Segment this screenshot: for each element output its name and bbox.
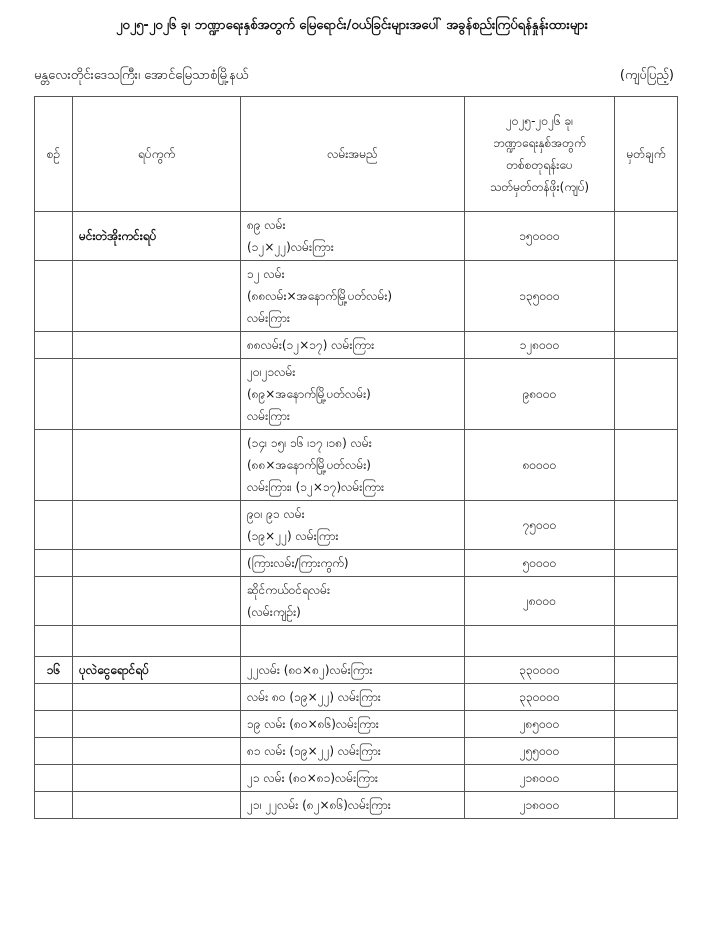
table-row (35, 577, 678, 626)
serial-no-cell (35, 430, 73, 501)
ward-cell (73, 501, 241, 550)
street-name-line: ၈၈လမ်း(၁၂×၁၇) လမ်းကြား (247, 338, 375, 352)
street-name-cell (241, 550, 465, 577)
remark-cell (615, 430, 678, 501)
table-row (35, 212, 678, 261)
rate-value-cell: ၉၈၀၀၀ (465, 359, 615, 430)
street-name-line: လမ်းကြား (247, 409, 290, 423)
serial-no-cell (35, 711, 73, 738)
street-name-cell (241, 792, 465, 819)
currency-unit-label: (ကျပ်ပြည့်) (619, 68, 674, 83)
table-row (35, 765, 678, 792)
table-header-row (35, 97, 678, 212)
street-name-line: လမ်းကြား (247, 311, 290, 325)
street-name-cell (241, 738, 465, 765)
rate-value-cell: ၁၅၀၀၀၀ (465, 212, 615, 261)
street-name-line: (၈၉×အနောက်မြို့ပတ်လမ်း) (247, 387, 371, 401)
ward-cell: မင်းတဲအိုးကင်းရပ် (73, 212, 241, 261)
serial-no-cell (35, 626, 73, 657)
land-rate-table (34, 96, 678, 819)
street-name-line: (၈၈×အနောက်မြို့ပတ်လမ်း) (247, 458, 371, 472)
street-name-cell (241, 261, 465, 332)
street-name-cell (241, 212, 465, 261)
rate-value-cell: ၅၀၀၀၀ (465, 550, 615, 577)
table-row (35, 711, 678, 738)
rate-value-cell: ၂၁၈၀၀၀ (465, 765, 615, 792)
serial-no-cell (35, 684, 73, 711)
remark-cell (615, 711, 678, 738)
ward-cell (73, 765, 241, 792)
street-name-line: ၈၁ လမ်း (၁၉×၂၂) လမ်းကြား (247, 744, 381, 758)
remark-cell (615, 550, 678, 577)
rate-value-cell: ၂၈၀၀၀ (465, 577, 615, 626)
street-name-line: လမ်း ၈၀ (၁၉×၂၂) လမ်းကြား (247, 690, 381, 704)
remark-cell (615, 792, 678, 819)
table-row (35, 501, 678, 550)
street-name-line: (လမ်းကျဉ်း) (247, 605, 301, 619)
ward-cell (73, 430, 241, 501)
serial-no-cell (35, 501, 73, 550)
street-name-cell (241, 684, 465, 711)
table-row (35, 792, 678, 819)
serial-no-cell (35, 765, 73, 792)
table-body (35, 212, 678, 819)
street-name-cell (241, 430, 465, 501)
street-name-cell (241, 626, 465, 657)
rate-value-cell: ၁၃၅၀၀၀ (465, 261, 615, 332)
header-serial-no: စဉ် (35, 97, 73, 212)
serial-no-cell (35, 550, 73, 577)
rate-value-cell (465, 626, 615, 657)
street-name-line: ၂၁၊ ၂၂လမ်း (၈၂×၈၆)လမ်းကြား (247, 798, 391, 812)
rate-value-cell: ၂၈၅၀၀၀ (465, 711, 615, 738)
serial-no-cell (35, 792, 73, 819)
header-rate-line: ၂၀၂၅-၂၀၂၆ ခု၊ (505, 114, 574, 128)
ward-cell (73, 577, 241, 626)
street-name-line: ၈၉ လမ်း (247, 218, 286, 232)
table-row (35, 738, 678, 765)
ward-cell (73, 332, 241, 359)
street-name-line: ဆိုင်ကယ်ဝင်ရလမ်း (247, 583, 331, 597)
header-rate-line: ဘဏ္ဍာရေးနှစ်အတွက် (493, 136, 586, 150)
rate-value-cell: ၃၃၀၀၀၀ (465, 684, 615, 711)
serial-no-cell (35, 359, 73, 430)
table-row (35, 684, 678, 711)
serial-no-cell (35, 577, 73, 626)
street-name-line: ၂၂လမ်း (၈၀×၈၂)လမ်းကြား (247, 663, 373, 677)
street-name-cell (241, 657, 465, 684)
street-name-line: (၁၉×၂၂) လမ်းကြား (247, 529, 339, 543)
remark-cell (615, 359, 678, 430)
ward-cell (73, 550, 241, 577)
remark-cell (615, 501, 678, 550)
header-rate-line: သတ်မှတ်တန်ဖိုး(ကျပ်) (489, 180, 590, 194)
ward-cell (73, 261, 241, 332)
remark-cell (615, 332, 678, 359)
street-name-line: (၁၂×၂၂)လမ်းကြား (247, 240, 334, 254)
table-row (35, 261, 678, 332)
table-row (35, 332, 678, 359)
rate-value-cell: ၃၃၀၀၀၀ (465, 657, 615, 684)
ward-cell (73, 738, 241, 765)
street-name-cell (241, 711, 465, 738)
street-name-line: လမ်းကြား၊ (၁၂×၁၇)လမ်းကြား (247, 480, 385, 494)
serial-no-cell (35, 212, 73, 261)
remark-cell (615, 577, 678, 626)
header-ward: ရပ်ကွက် (73, 97, 241, 212)
ward-cell (73, 626, 241, 657)
street-name-cell (241, 359, 465, 430)
ward-cell (73, 359, 241, 430)
street-name-line: (ကြားလမ်း/ကြားကွက်) (247, 556, 349, 570)
header-rate-per-sqft (465, 97, 615, 212)
remark-cell (615, 626, 678, 657)
rate-value-cell: ၈၀၀၀၀ (465, 430, 615, 501)
serial-no-cell (35, 738, 73, 765)
rate-value-cell: ၁၂၈၀၀၀ (465, 332, 615, 359)
header-rate-line: တစ်စတုရန်းပေ (506, 158, 573, 172)
rate-value-cell: ၇၅၀၀၀ (465, 501, 615, 550)
table-row (35, 430, 678, 501)
table-row (35, 550, 678, 577)
street-name-line: ၁၉ လမ်း (၈၀×၈၆)လမ်းကြား (247, 717, 379, 731)
remark-cell (615, 684, 678, 711)
street-name-line: ၂၀၊၂၁လမ်း (247, 365, 296, 379)
location-label: မန္တလေးတိုင်းဒေသကြီး၊ အောင်မြေသာစံမြို့နယ် (34, 68, 249, 83)
street-name-line: (၈၈လမ်း×အနောက်မြို့ပတ်လမ်း) (247, 289, 393, 303)
rate-value-cell: ၂၁၈၀၀၀ (465, 792, 615, 819)
street-name-cell (241, 577, 465, 626)
street-name-line: ၂၁ လမ်း (၈၀×၈၁)လမ်းကြား (247, 771, 378, 785)
header-street-name: လမ်းအမည် (241, 97, 465, 212)
table-row (35, 657, 678, 684)
remark-cell (615, 738, 678, 765)
street-name-line: ၁၂ လမ်း (247, 267, 285, 281)
street-name-cell (241, 332, 465, 359)
remark-cell (615, 261, 678, 332)
document-title: ၂၀၂၅-၂၀၂၆ ခု၊ ဘဏ္ဍာရေးနှစ်အတွက် မြေရောင်း/ဝယ်ခြင်းများအပေါ် အခွန်စည်းကြပ်ရန်နှုန်းထားများ (116, 18, 588, 33)
remark-cell (615, 212, 678, 261)
ward-cell (73, 684, 241, 711)
header-remark: မှတ်ချက် (615, 97, 678, 212)
table-row (35, 626, 678, 657)
street-name-line: (၁၄၊ ၁၅၊ ၁၆ ၊၁၇ ၊၁၈) လမ်း (247, 436, 372, 450)
ward-cell: ပုလဲငွေရောင်ရပ် (73, 657, 241, 684)
remark-cell (615, 765, 678, 792)
ward-cell (73, 792, 241, 819)
street-name-cell (241, 765, 465, 792)
ward-cell (73, 711, 241, 738)
street-name-cell (241, 501, 465, 550)
table-row (35, 359, 678, 430)
rate-value-cell: ၂၅၅၀၀၀ (465, 738, 615, 765)
remark-cell (615, 657, 678, 684)
serial-no-cell (35, 261, 73, 332)
serial-no-cell (35, 332, 73, 359)
street-name-line: ၉၀၊ ၉၁ လမ်း (247, 507, 305, 521)
serial-no-cell: ၁၆ (35, 657, 73, 684)
